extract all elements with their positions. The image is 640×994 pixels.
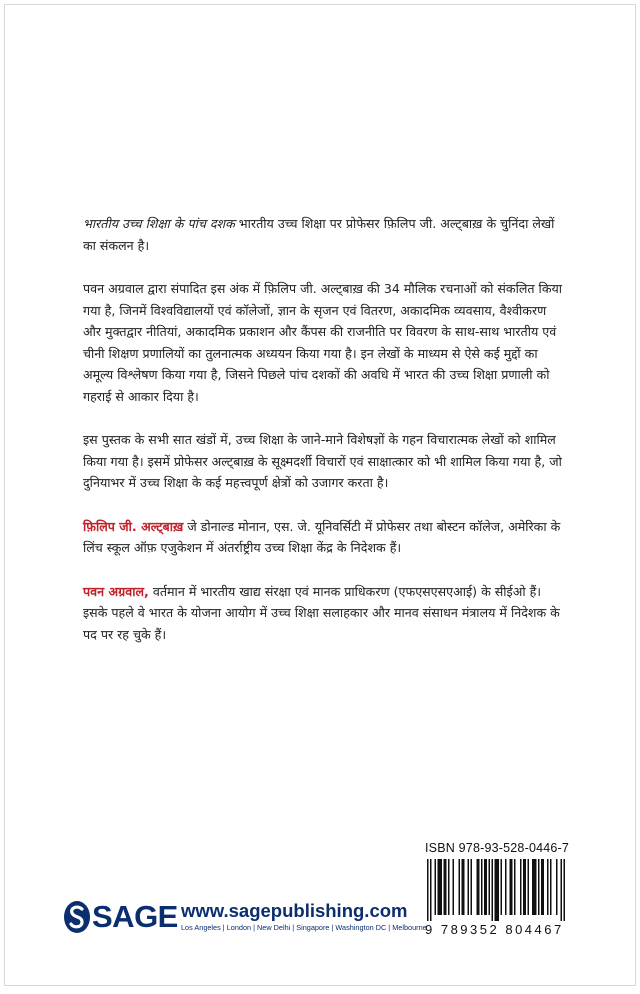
sage-logo: [63, 900, 178, 934]
intro-paragraph: [83, 213, 567, 256]
publisher-url[interactable]: www.sagepublishing.com: [181, 900, 408, 921]
editor-name: पवन अग्रवाल,: [83, 583, 149, 599]
book-title-italic: भारतीय उच्च शिक्षा के पांच दशक: [83, 216, 235, 231]
sage-emblem-icon: [63, 900, 91, 934]
blurb-text: [83, 213, 567, 667]
content-paragraph: पवन अग्रवाल द्वारा संपादित इस अंक में फ़िलिप जी. अल्ट्बाख़ की 34 मौलिक रचनाओं को संकलित किया गया है, जिनमें विश्वविद्यालयों एवं कॉलेजों, ज्ञान के सृजन एवं वितरण, अकादमिक व्यवसाय, वैश्वीकरण और मुक्तद्वार नीतियां, अकादमिक प्रकाशन और कैंपस की राजनीति पर विवरण के साथ-साथ भारतीय एवं चीनी शिक्षण प्रणालियों का तुलनात्मक अध्ययन किया गया है। इन लेखों के माध्यम से ऐसे कई मुद्दों का अमूल्य विश्लेषण किया गया है, जिसने पिछले पांच दशकों की अवधि में भारत की उच्च शिक्षा प्रणाली को गहराई से आकार दिया है।: [83, 281, 563, 404]
author-bio: [83, 516, 567, 559]
isbn-label: ISBN 978-93-528-0446-7: [425, 841, 570, 855]
isbn-block: [425, 841, 585, 937]
barcode: [425, 859, 583, 921]
intro-text: भारतीय उच्च शिक्षा पर प्रोफेसर फ़िलिप जी. अल्ट्बाख़ के चुनिंदा लेखों का संकलन है।: [83, 216, 555, 253]
sections-paragraph: इस पुस्तक के सभी सात खंडों में, उच्च शिक्षा के जाने-माने विशेषज्ञों के गहन विचारात्मक लेखों को शामिल किया गया है। इसमें प्रोफेसर अल्ट्बाख़ के सूक्ष्मदर्शी विचारों एवं साक्षात्कार को भी शामिल किया गया है, जो दुनियाभर में उच्च शिक्षा के कई महत्त्वपूर्ण क्षेत्रों को उजागर करता है।: [83, 432, 562, 490]
author-name: फ़िलिप जी. अल्ट्बाख़: [83, 518, 184, 534]
back-cover: [4, 4, 636, 986]
publisher-cities: Los Angeles | London | New Delhi | Singapore | Washington DC | Melbourne: [181, 923, 427, 932]
barcode-number: 9 789352 804467: [425, 922, 564, 937]
editor-bio: [83, 581, 567, 646]
author-bio-text: जे डोनाल्ड मोनान, एस. जे. यूनिवर्सिटी में प्रोफेसर तथा बोस्टन कॉलेज, अमेरिका के लिंच स्कूल ऑफ़ एजुकेशन में अंतर्राष्ट्रीय उच्च शिक्षा केंद्र के निदेशक हैं।: [83, 518, 561, 555]
sage-wordmark: SAGE: [92, 899, 178, 934]
editor-bio-text: वर्तमान में भारतीय खाद्य संरक्षा एवं मानक प्राधिकरण (एफएसएसएआई) के सीईओ हैं। इसके पहले वे भारत के योजना आयोग में उच्च शिक्षा सलाहकार और मानव संसाधन मंत्रालय में निदेशक के पद पर रह चुके हैं।: [83, 583, 560, 642]
